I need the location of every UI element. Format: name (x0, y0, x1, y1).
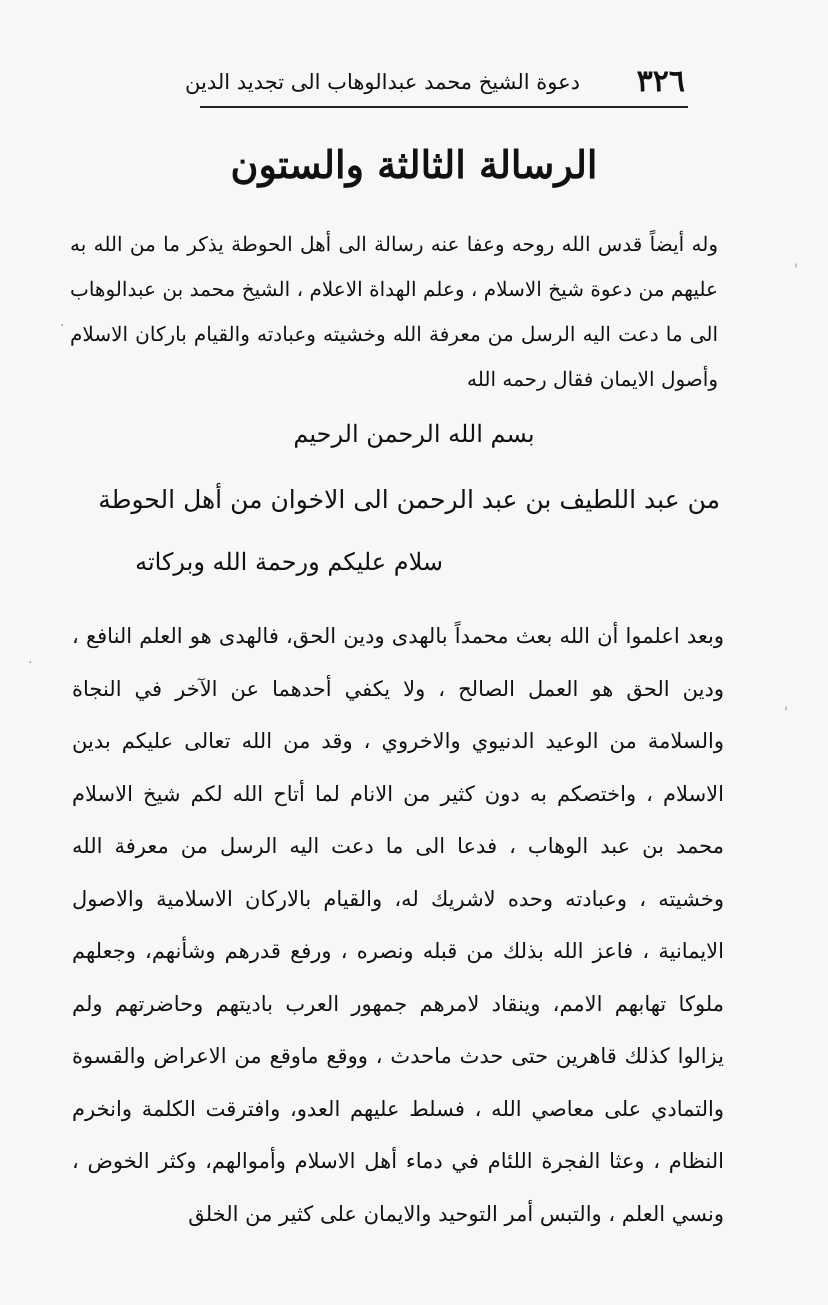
letter-title: الرسالة الثالثة والستون (230, 142, 598, 187)
scan-speck: ' (794, 262, 798, 278)
page-number: ٣٢٦ (636, 64, 685, 99)
scan-speck: · (28, 655, 33, 671)
scan-speck: · (60, 318, 65, 334)
running-title: دعوة الشيخ محمد عبدالوهاب الى تجديد الدين (185, 70, 580, 94)
sender-line: من عبد اللطيف بن عبد الرحمن الى الاخوان من أهل الحوطة (98, 485, 720, 514)
header-rule (200, 106, 688, 108)
scan-speck: ' (784, 705, 788, 721)
letter-body: وبعد اعلموا أن الله بعث محمداً بالهدى ودين الحق، فالهدى هو العلم النافع ، ودين الحق هو العمل الصالح ، ولا يكفي أحدهما عن الآخر في النجاة والسلامة من الوعيد الدنيوي والاخروي ، وقد من الله تعالى عليكم بدين الاسلام ، واختصكم به دون كثير من الانام لما أتاح الله لكم شيخ الاسلام محمد بن عبد الوهاب ، فدعا الى ما دعت اليه الرسل من معرفة الله وخشيته ، وعبادته وحده لاشريك له، والقيام بالاركان الاسلامية والاصول الايمانية ، فاعز الله بذلك من قبله ونصره ، ورفع قدرهم وشأنهم، وجعلهم ملوكا تهابهم الامم، وينقاد لامرهم جمهور العرب باديتهم وحاضرتهم ولم يزالوا كذلك قاهرين حتى حدث ماحدث ، ووقع ماوقع من الاعراض والقسوة والتمادي على معاصي الله ، فسلط عليهم العدو، وافترقت الكلمة وانخرم النظام ، وعثا الفجرة اللئام في دماء أهل الاسلام وأموالهم، وكثر الخوض ، ونسي العلم ، والتبس أمر التوحيد والايمان على كثير من الخلق (72, 624, 724, 1226)
greeting: سلام عليكم ورحمة الله وبركاته (135, 548, 443, 576)
basmala: بسم الله الرحمن الرحيم (293, 420, 535, 448)
page-header (185, 62, 685, 106)
intro-paragraph: وله أيضاً قدس الله روحه وعفا عنه رسالة الى أهل الحوطة يذكر ما من الله به عليهم من دعوة شيخ الاسلام ، وعلم الهداة الاعلام ، الشيخ محمد بن عبدالوهاب الى ما دعت اليه الرسل من معرفة الله وخشيته وعبادته والقيام باركان الاسلام وأصول الايمان فقال رحمه الله (70, 232, 718, 391)
